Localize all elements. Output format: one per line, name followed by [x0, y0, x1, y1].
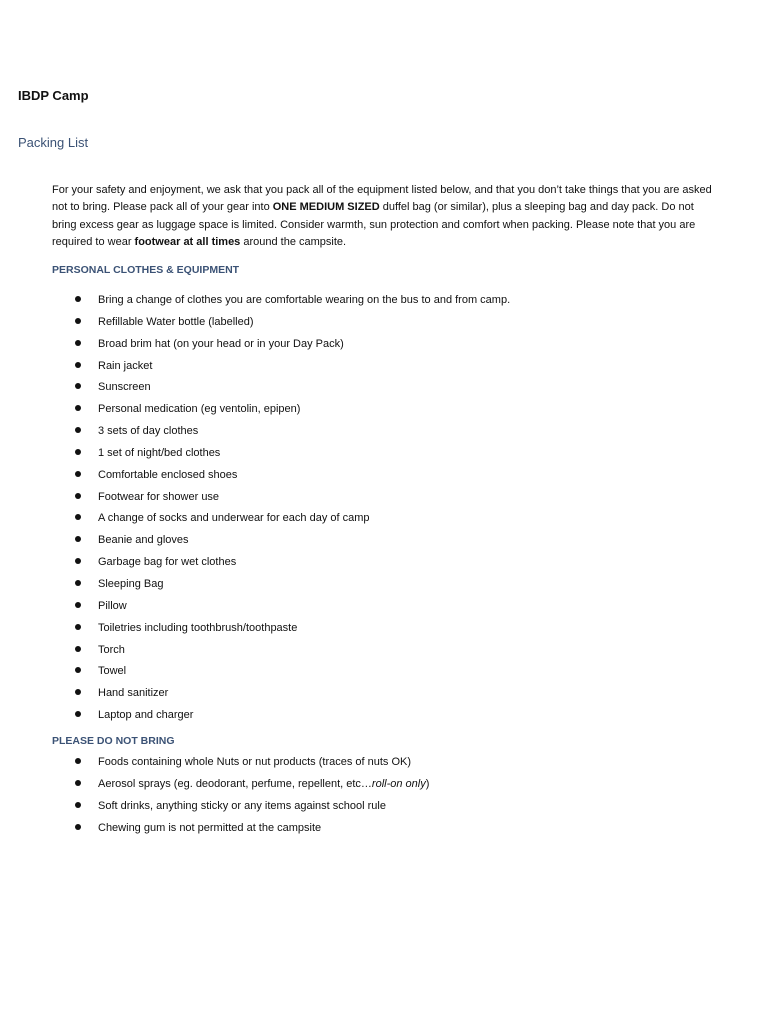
bullet-icon [75, 758, 81, 764]
list-item-text: Torch [98, 643, 125, 656]
list-item [0, 798, 429, 820]
bullet-icon [75, 602, 81, 608]
bullet-icon [75, 646, 81, 652]
list-item-text: Pillow [98, 599, 127, 612]
list-item-text: Comfortable enclosed shoes [98, 468, 238, 481]
bullet-icon [75, 667, 81, 673]
list-item [0, 379, 510, 401]
bullet-icon [75, 558, 81, 564]
list-item [0, 576, 510, 598]
list-item-text: 1 set of night/bed clothes [98, 446, 221, 459]
list-item [0, 598, 510, 620]
intro-text-1: For your safety and enjoyment, we ask that you pack all of the equipment listed below, and that you don’t take things that you are asked not to bring. Please pack all of your gear into [52, 184, 712, 214]
bullet-icon [75, 296, 81, 302]
list-item-text: Hand sanitizer [98, 687, 169, 700]
do-not-bring-list [0, 754, 429, 841]
list-item [0, 685, 510, 707]
do-not-bring-heading: PLEASE DO NOT BRING [52, 735, 175, 747]
bullet-icon [75, 624, 81, 630]
list-item [0, 642, 510, 664]
list-item [0, 401, 510, 423]
intro-text-2: duffel bag (or similar), plus a sleeping bag and day pack. Do not bring excess gear as luggage space is limited. Consider warmth, sun protection and comfort when packing. Please note that you are required to wear [52, 201, 696, 249]
list-item [0, 707, 510, 729]
list-item [0, 445, 510, 467]
list-item [0, 423, 510, 445]
bullet-icon [75, 689, 81, 695]
list-item [0, 292, 510, 314]
list-item-text: Garbage bag for wet clothes [98, 556, 237, 569]
list-item-text: Beanie and gloves [98, 534, 189, 547]
list-item [0, 336, 510, 358]
list-item-text: Soft drinks, anything sticky or any items against school rule [98, 799, 386, 812]
personal-items-list [0, 292, 510, 729]
bullet-icon [75, 711, 81, 717]
list-item [0, 754, 429, 776]
document-title: IBDP Camp [18, 88, 89, 103]
list-item-text: Bring a change of clothes you are comfortable wearing on the bus to and from camp. [98, 294, 511, 306]
bullet-icon [75, 449, 81, 455]
bullet-icon [75, 383, 81, 389]
intro-bold-1: ONE MEDIUM SIZED [272, 201, 380, 214]
list-item-text: Chewing gum is not permitted at the campsite [98, 821, 322, 834]
list-item-text: Sleeping Bag [98, 577, 164, 590]
bullet-icon [75, 824, 81, 830]
list-item-text: Foods containing whole Nuts or nut products (traces of nuts OK) [98, 756, 412, 768]
list-item-text: A change of socks and underwear for each day of camp [98, 512, 370, 525]
list-item-text: Towel [98, 665, 127, 678]
list-item-text: Refillable Water bottle (labelled) [98, 315, 254, 328]
list-item-text: Rain jacket [98, 359, 153, 372]
bullet-icon [75, 780, 81, 786]
list-item-text: Broad brim hat (on your head or in your Day Pack) [98, 337, 344, 350]
list-item-text-after: ) [425, 777, 430, 790]
list-item-text: Toiletries including toothbrush/toothpaste [98, 621, 298, 634]
bullet-icon [75, 471, 81, 477]
bullet-icon [75, 318, 81, 324]
list-item [0, 510, 510, 532]
list-item-text: Aerosol sprays (eg. deodorant, perfume, repellent, etc… [98, 777, 372, 790]
list-item [0, 489, 510, 511]
intro-text-3: around the campsite. [240, 236, 347, 249]
list-item-text: Laptop and charger [98, 709, 194, 722]
list-item [0, 776, 429, 798]
list-item-text: Footwear for shower use [98, 490, 220, 503]
list-item-text: 3 sets of day clothes [98, 425, 199, 438]
bullet-icon [75, 802, 81, 808]
bullet-icon [75, 493, 81, 499]
bullet-icon [75, 340, 81, 346]
intro-bold-2: footwear at all times [134, 236, 241, 249]
list-item [0, 820, 429, 842]
bullet-icon [75, 514, 81, 520]
list-item [0, 620, 510, 642]
bullet-icon [75, 427, 81, 433]
list-item [0, 663, 510, 685]
list-item [0, 314, 510, 336]
bullet-icon [75, 362, 81, 368]
list-item [0, 554, 510, 576]
list-item-text: Personal medication (eg ventolin, epipen) [98, 403, 301, 416]
list-item [0, 467, 510, 489]
list-item-italic-text: roll-on only [371, 777, 426, 790]
document-subtitle: Packing List [18, 135, 89, 150]
bullet-icon [75, 536, 81, 542]
personal-section-heading: PERSONAL CLOTHES & EQUIPMENT [52, 264, 240, 276]
bullet-icon [75, 580, 81, 586]
list-item [0, 532, 510, 554]
list-item-text: Sunscreen [98, 381, 151, 394]
intro-paragraph [52, 182, 712, 252]
bullet-icon [75, 405, 81, 411]
list-item [0, 358, 510, 380]
